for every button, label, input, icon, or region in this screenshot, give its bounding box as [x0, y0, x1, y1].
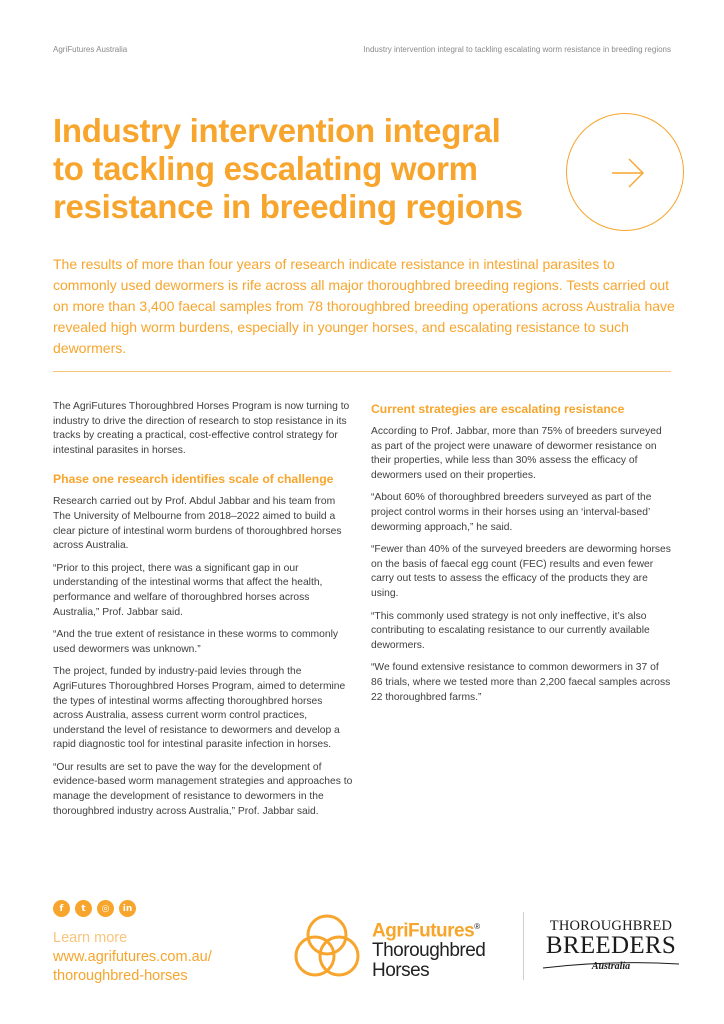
thoroughbred-breeders-logo [541, 919, 681, 973]
tb-logo-line-3: Australia [591, 961, 631, 972]
page-title [53, 112, 563, 226]
body-paragraph: According to Prof. Jabbar, more than 75% of breeders surveyed as part of the project were unaware of dewormer resistance on their properties, while less than 30% assess the efficacy of dewormers used on their properties. [371, 426, 662, 481]
social-links [53, 900, 136, 917]
tb-logo-line-2: BREEDERS [545, 932, 677, 959]
title-line-3: resistance in breeding regions [53, 188, 523, 225]
body-paragraph: “This commonly used strategy is not only ineffective, it’s also contributing to escalating resistance to our currently available dewormers. [371, 610, 650, 651]
running-header-left: AgriFutures Australia [53, 45, 128, 54]
swoosh-icon [541, 959, 681, 973]
registered-mark: ® [474, 922, 480, 931]
body-paragraph: Research carried out by Prof. Abdul Jabbar and his team from The University of Melbourne from 2018–2022 aimed to build a clear picture of intestinal worm burdens of thoroughbred horses across Australia. [53, 496, 342, 552]
arrow-right-icon [566, 113, 684, 231]
instagram-icon[interactable]: ◎ [97, 900, 114, 917]
learn-more-block [53, 929, 212, 986]
agrifutures-wordmark [372, 917, 485, 981]
learn-more-label: Learn more [53, 930, 128, 946]
title-line-1: Industry intervention integral [53, 112, 501, 149]
url-link-line-1[interactable]: www.agrifutures.com.au/ [53, 949, 212, 965]
body-paragraph: “Fewer than 40% of the surveyed breeders are deworming horses on the basis of faecal egg count (FEC) results and even fewer carry out tests to assess the efficacy of the products they are using. [371, 544, 671, 599]
body-paragraph: “We found extensive resistance to common dewormers in 37 of 86 trials, where we tested more than 2,200 faecal samples across 22 thoroughbred farms.” [371, 662, 671, 703]
section-heading-phase-one: Phase one research identifies scale of challenge [53, 472, 334, 487]
logo-divider [523, 912, 524, 980]
agrifutures-logo-mark-icon [293, 913, 361, 981]
body-paragraph: “And the true extent of resistance in these worms to commonly used dewormers was unknown.” [53, 629, 339, 655]
twitter-icon[interactable]: t [75, 900, 92, 917]
body-paragraph: The project, funded by industry-paid levies through the AgriFutures Thoroughbred Horses Program, aimed to determine the types of intestinal worms affecting thoroughbred horses across Australia, assess current worm control practices, understand the level of resistance to dewormers and develop a rapid diagnostic tool for intestinal parasite infection in horses. [53, 666, 346, 751]
program-name-line-2: Horses [372, 960, 430, 982]
left-column [53, 400, 353, 827]
lead-paragraph: The results of more than four years of research indicate resistance in intestinal parasites to commonly used dewormers is rife across all major thoroughbred breeding regions. Tests carried out on more than 3,400 faecal samples from 78 thoroughbred breeding operations across Australia have revealed high worm burdens, especially in younger horses, and escalating resistance to such dewormers. [53, 256, 675, 356]
body-paragraph: “Our results are set to pave the way for the development of evidence-based worm management strategies and approaches to manage the development of resistance to dewormers in the thoroughbred industry across Australia,” Prof. Jabbar said. [53, 761, 353, 817]
agrifutures-brand-name: AgriFutures [372, 920, 475, 942]
program-name-line-1: Thoroughbred [372, 940, 486, 962]
intro-paragraph: The AgriFutures Thoroughbred Horses Program is now turning to industry to drive the direction of research to stop resistance in its tracks by creating a practical, cost-effective control strategy for intestinal parasites in horses. [53, 401, 350, 456]
section-divider [53, 371, 671, 372]
running-header-right: Industry intervention integral to tackling escalating worm resistance in breeding regions [363, 45, 671, 54]
section-heading-current-strategies: Current strategies are escalating resistance [371, 402, 625, 416]
tb-logo-line-1: THOROUGHBRED [549, 918, 673, 934]
right-column [371, 400, 671, 713]
url-link-line-2[interactable]: thoroughbred-horses [53, 968, 188, 984]
body-paragraph: “Prior to this project, there was a significant gap in our understanding of the intestinal worms that affect the health, performance and welfare of thoroughbred horses across Australia,” Prof. Jabbar said. [53, 562, 323, 618]
title-line-2: to tackling escalating worm [53, 150, 478, 187]
body-paragraph: “About 60% of thoroughbred breeders surveyed as part of the project control worms in their horses using an ‘interval-based’ deworming approach,” he said. [371, 492, 652, 533]
facebook-icon[interactable]: f [53, 900, 70, 917]
linkedin-icon[interactable]: in [119, 900, 136, 917]
